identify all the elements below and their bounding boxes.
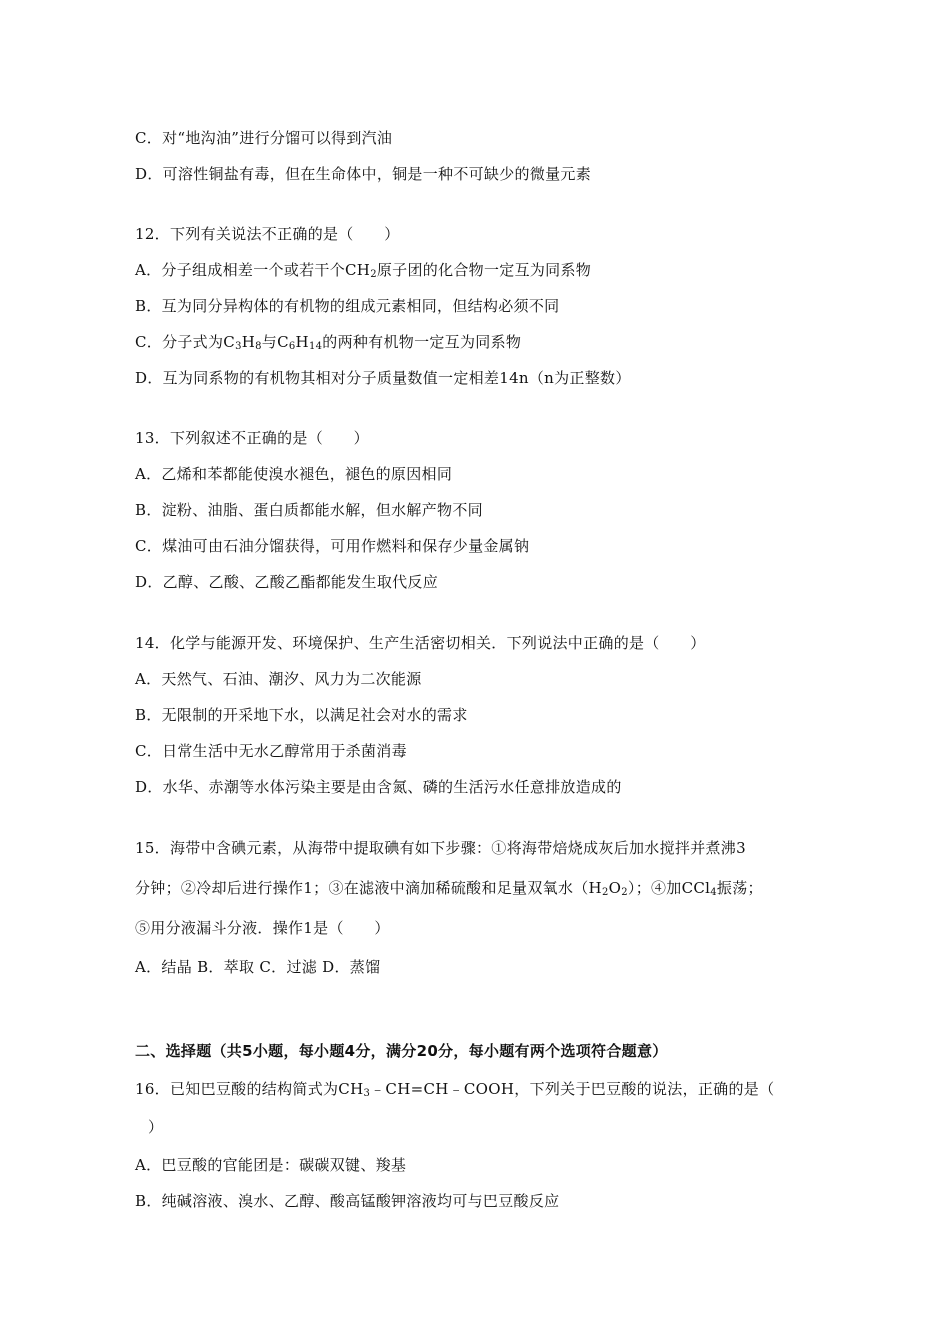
q14-option-c: C．日常生活中无水乙醇常用于杀菌消毒 <box>135 742 407 760</box>
q14-stem: 14．化学与能源开发、环境保护、生产生活密切相关．下列说法中正确的是（ ） <box>135 634 706 652</box>
q15-stem-line3: ⑤用分液漏斗分液．操作1是（ ） <box>135 919 390 937</box>
q13-option-b: B．淀粉、油脂、蛋白质都能水解，但水解产物不同 <box>135 501 483 519</box>
q15-stem-line2: 分钟；②冷却后进行操作1；③在滤液中滴加稀硫酸和足量双氧水$(H_2O_2)$；④加CCl$_4$振荡； <box>135 879 763 898</box>
q13-option-c: C．煤油可由石油分馏获得，可用作燃料和保存少量金属钠 <box>135 537 530 555</box>
q15-options: A．结晶 B．萃取 C．过滤 D．蒸馏 <box>135 958 381 976</box>
q12-option-a: A．分子组成相差一个或若干个$CH_2$原子团的化合物一定互为同系物 <box>135 261 592 280</box>
q13-option-a: A．乙烯和苯都能使溴水褪色，褪色的原因相同 <box>135 465 453 483</box>
q16-option-a: A．巴豆酸的官能团是：碳碳双键、羧基 <box>135 1156 407 1174</box>
q11-option-c: C．对“地沟油”进行分馏可以得到汽油 <box>135 129 393 147</box>
q12-stem: 12．下列有关说法不正确的是（ ） <box>135 225 400 243</box>
q14-option-d: D．水华、赤潮等水体污染主要是由含氮、磷的生活污水任意排放造成的 <box>135 778 622 796</box>
q12-option-b: B．互为同分异构体的有机物的组成元素相同，但结构必须不同 <box>135 297 560 315</box>
q15-stem-line1: 15．海带中含碘元素，从海带中提取碘有如下步骤：①将海带焙烧成灰后加水搅拌并煮沸3 <box>135 839 746 857</box>
q11-option-d: D．可溶性铜盐有毒，但在生命体中，铜是一种不可缺少的微量元素 <box>135 165 592 183</box>
q14-option-a: A．天然气、石油、潮汐、风力为二次能源 <box>135 670 422 688</box>
q14-option-b: B．无限制的开采地下水，以满足社会对水的需求 <box>135 706 468 724</box>
section-heading: 二、选择题（共5小题，每小题4分，满分20分，每小题有两个选项符合题意） <box>135 1042 668 1060</box>
q13-stem: 13．下列叙述不正确的是（ ） <box>135 429 369 447</box>
q16-stem-line2: ） <box>148 1118 164 1136</box>
q16-stem-line1: 16．已知巴豆酸的结构简式为$CH_3﹣CH=CH﹣COOH$，下列关于巴豆酸的说法，正确的是（ <box>135 1080 775 1099</box>
q12-option-c: C．分子式为$C_3H_8$与$C_6H_{14}$的两种有机物一定互为同系物 <box>135 333 522 352</box>
q12-option-d: D．互为同系物的有机物其相对分子质量数值一定相差14n（n为正整数） <box>135 369 631 387</box>
q16-option-b: B．纯碱溶液、溴水、乙醇、酸高锰酸钾溶液均可与巴豆酸反应 <box>135 1192 560 1210</box>
q13-option-d: D．乙醇、乙酸、乙酸乙酯都能发生取代反应 <box>135 573 439 591</box>
